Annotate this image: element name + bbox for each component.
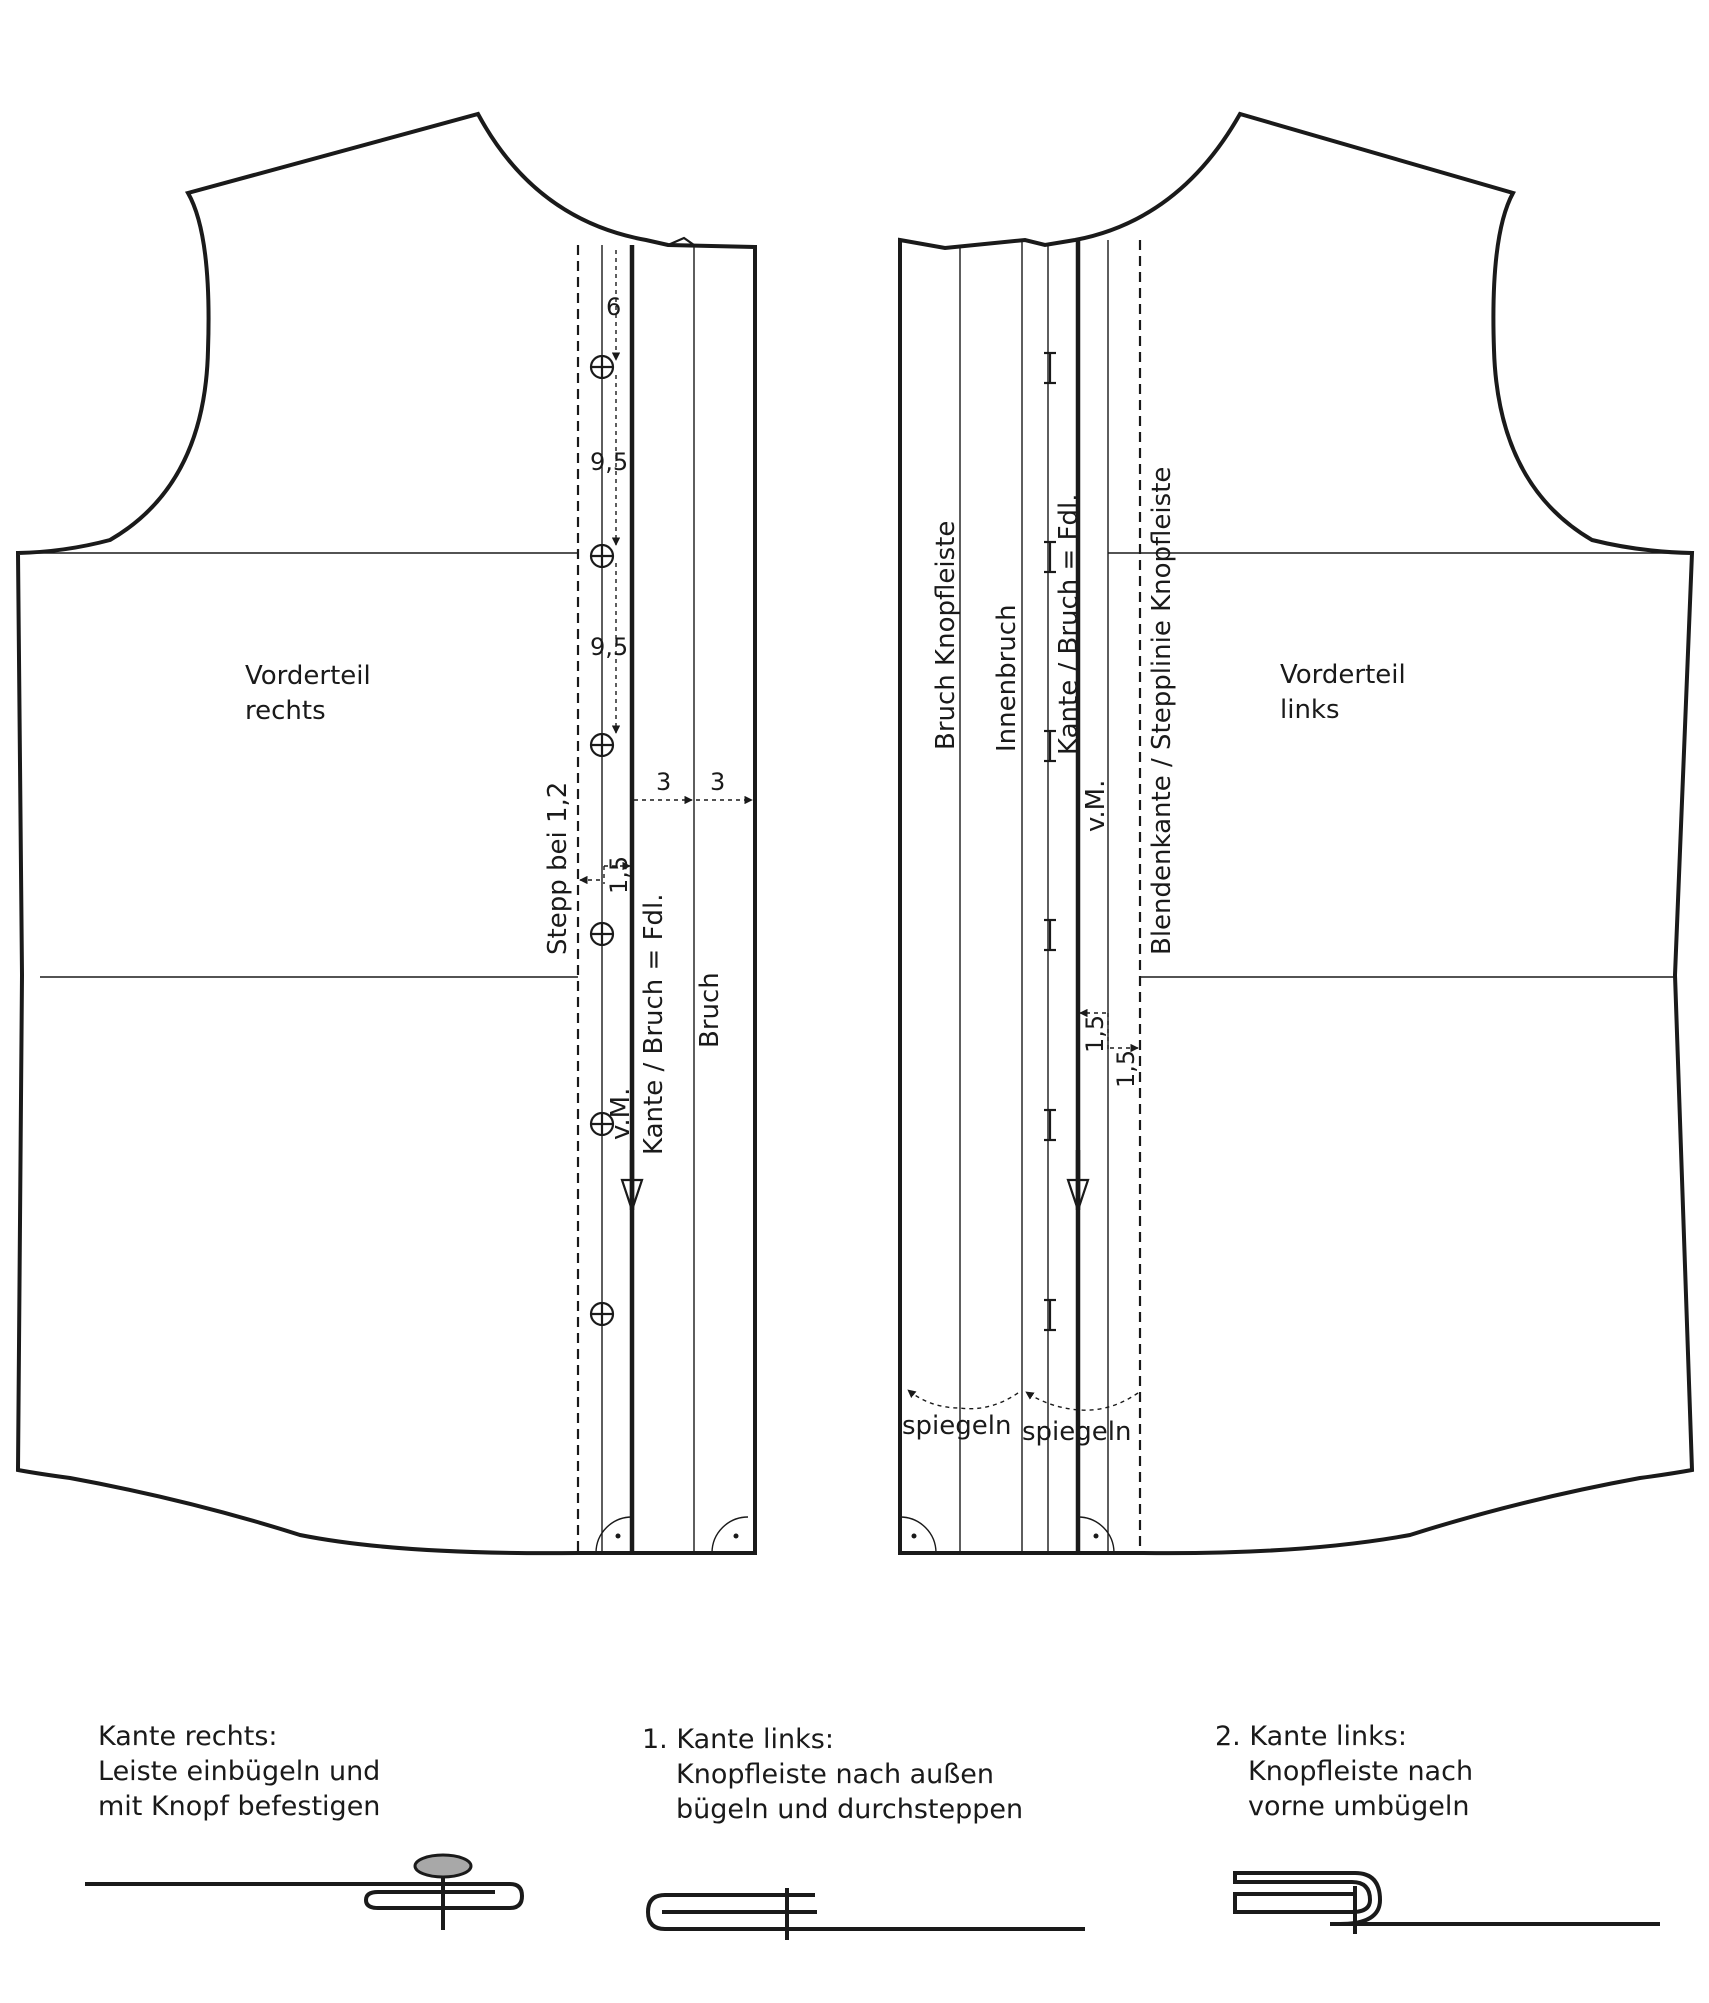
caption-2-line-3: bügeln und durchsteppen bbox=[676, 1794, 1024, 1825]
right-center-front-label: v.M. bbox=[606, 1087, 636, 1140]
caption-3-line-2: Knopfleiste nach bbox=[1248, 1756, 1474, 1787]
right-extension-3-b: 3 bbox=[710, 768, 726, 796]
caption-1-line-2: Leiste einbügeln und bbox=[98, 1756, 381, 1787]
buttonhole-marker bbox=[1044, 1300, 1056, 1330]
button-marker bbox=[591, 545, 613, 567]
right-extension-3-a: 3 bbox=[656, 768, 672, 796]
cross-section-left-edge-step-2 bbox=[1235, 1873, 1660, 1934]
right-spacing-9-5-b: 9,5 bbox=[590, 633, 629, 661]
left-grain-label: Kante / Bruch = Fdl. bbox=[1054, 493, 1084, 755]
right-piece-outline bbox=[18, 114, 755, 1553]
right-grain-arrow bbox=[622, 1150, 642, 1210]
right-angle-mark-2 bbox=[712, 1517, 748, 1553]
left-offset-1-5-b: 1,5 bbox=[1112, 1049, 1140, 1088]
left-piece-outline bbox=[900, 114, 1692, 1553]
caption-1-line-3: mit Knopf befestigen bbox=[98, 1791, 381, 1822]
button-marker bbox=[591, 1303, 613, 1325]
left-grain-arrow bbox=[1068, 1150, 1088, 1210]
button-shape bbox=[415, 1855, 471, 1877]
right-offset-1-5: 1,5 bbox=[605, 855, 633, 894]
right-piece-title-line1: Vorderteil bbox=[245, 661, 371, 691]
caption-2-line-2: Knopfleiste nach außen bbox=[676, 1759, 995, 1790]
left-mirror-arrow-1 bbox=[908, 1390, 1018, 1409]
left-placket-fold-label: Bruch Knopfleiste bbox=[931, 520, 961, 750]
left-facing-label: Blendenkante / Stepplinie Knopfleiste bbox=[1147, 466, 1177, 955]
left-angle-dot-2 bbox=[1094, 1534, 1099, 1539]
left-angle-dot-1 bbox=[912, 1534, 917, 1539]
left-front-piece bbox=[900, 114, 1692, 1553]
right-piece-title-line2: rechts bbox=[245, 696, 326, 726]
caption-1-line-1: Kante rechts: bbox=[98, 1721, 278, 1752]
left-mirror-arrow-2 bbox=[1026, 1392, 1138, 1410]
right-stitch-label: Stepp bei 1,2 bbox=[543, 781, 573, 955]
caption-3-line-3: vorne umbügeln bbox=[1248, 1791, 1470, 1822]
left-inner-fold-label: Innenbruch bbox=[992, 604, 1022, 752]
buttonhole-marker bbox=[1044, 1110, 1056, 1140]
caption-left-edge-step-1 bbox=[642, 1724, 1023, 1825]
right-grain-label: Kante / Bruch = Fdl. bbox=[639, 893, 669, 1155]
left-piece-title-line2: links bbox=[1280, 695, 1340, 725]
button-marker bbox=[591, 734, 613, 756]
caption-left-edge-step-2 bbox=[1215, 1721, 1473, 1822]
left-mirror-label-1: spiegeln bbox=[902, 1411, 1012, 1441]
button-marker bbox=[591, 923, 613, 945]
cross-section-left-edge-step-1 bbox=[648, 1888, 1085, 1940]
caption-3-line-1: 2. Kante links: bbox=[1215, 1721, 1407, 1752]
right-spacing-9-5-a: 9,5 bbox=[590, 448, 629, 476]
cross-section-right-edge bbox=[85, 1855, 522, 1930]
right-front-piece bbox=[18, 114, 755, 1553]
left-offset-1-5-a: 1,5 bbox=[1081, 1014, 1109, 1053]
right-fold-label: Bruch bbox=[695, 972, 725, 1048]
buttonhole-marker bbox=[1044, 353, 1056, 383]
caption-right-edge bbox=[98, 1721, 380, 1822]
right-spacing-6: 6 bbox=[606, 293, 622, 321]
left-angle-mark-1 bbox=[900, 1517, 936, 1553]
button-marker bbox=[591, 356, 613, 378]
right-angle-dot-2 bbox=[734, 1534, 739, 1539]
left-center-front-label: v.M. bbox=[1081, 779, 1111, 832]
left-piece-title-line1: Vorderteil bbox=[1280, 660, 1406, 690]
left-mirror-label-2: spiegeln bbox=[1022, 1417, 1132, 1447]
caption-2-line-1: 1. Kante links: bbox=[642, 1724, 834, 1755]
buttonhole-marker bbox=[1044, 920, 1056, 950]
right-angle-dot-1 bbox=[616, 1534, 621, 1539]
